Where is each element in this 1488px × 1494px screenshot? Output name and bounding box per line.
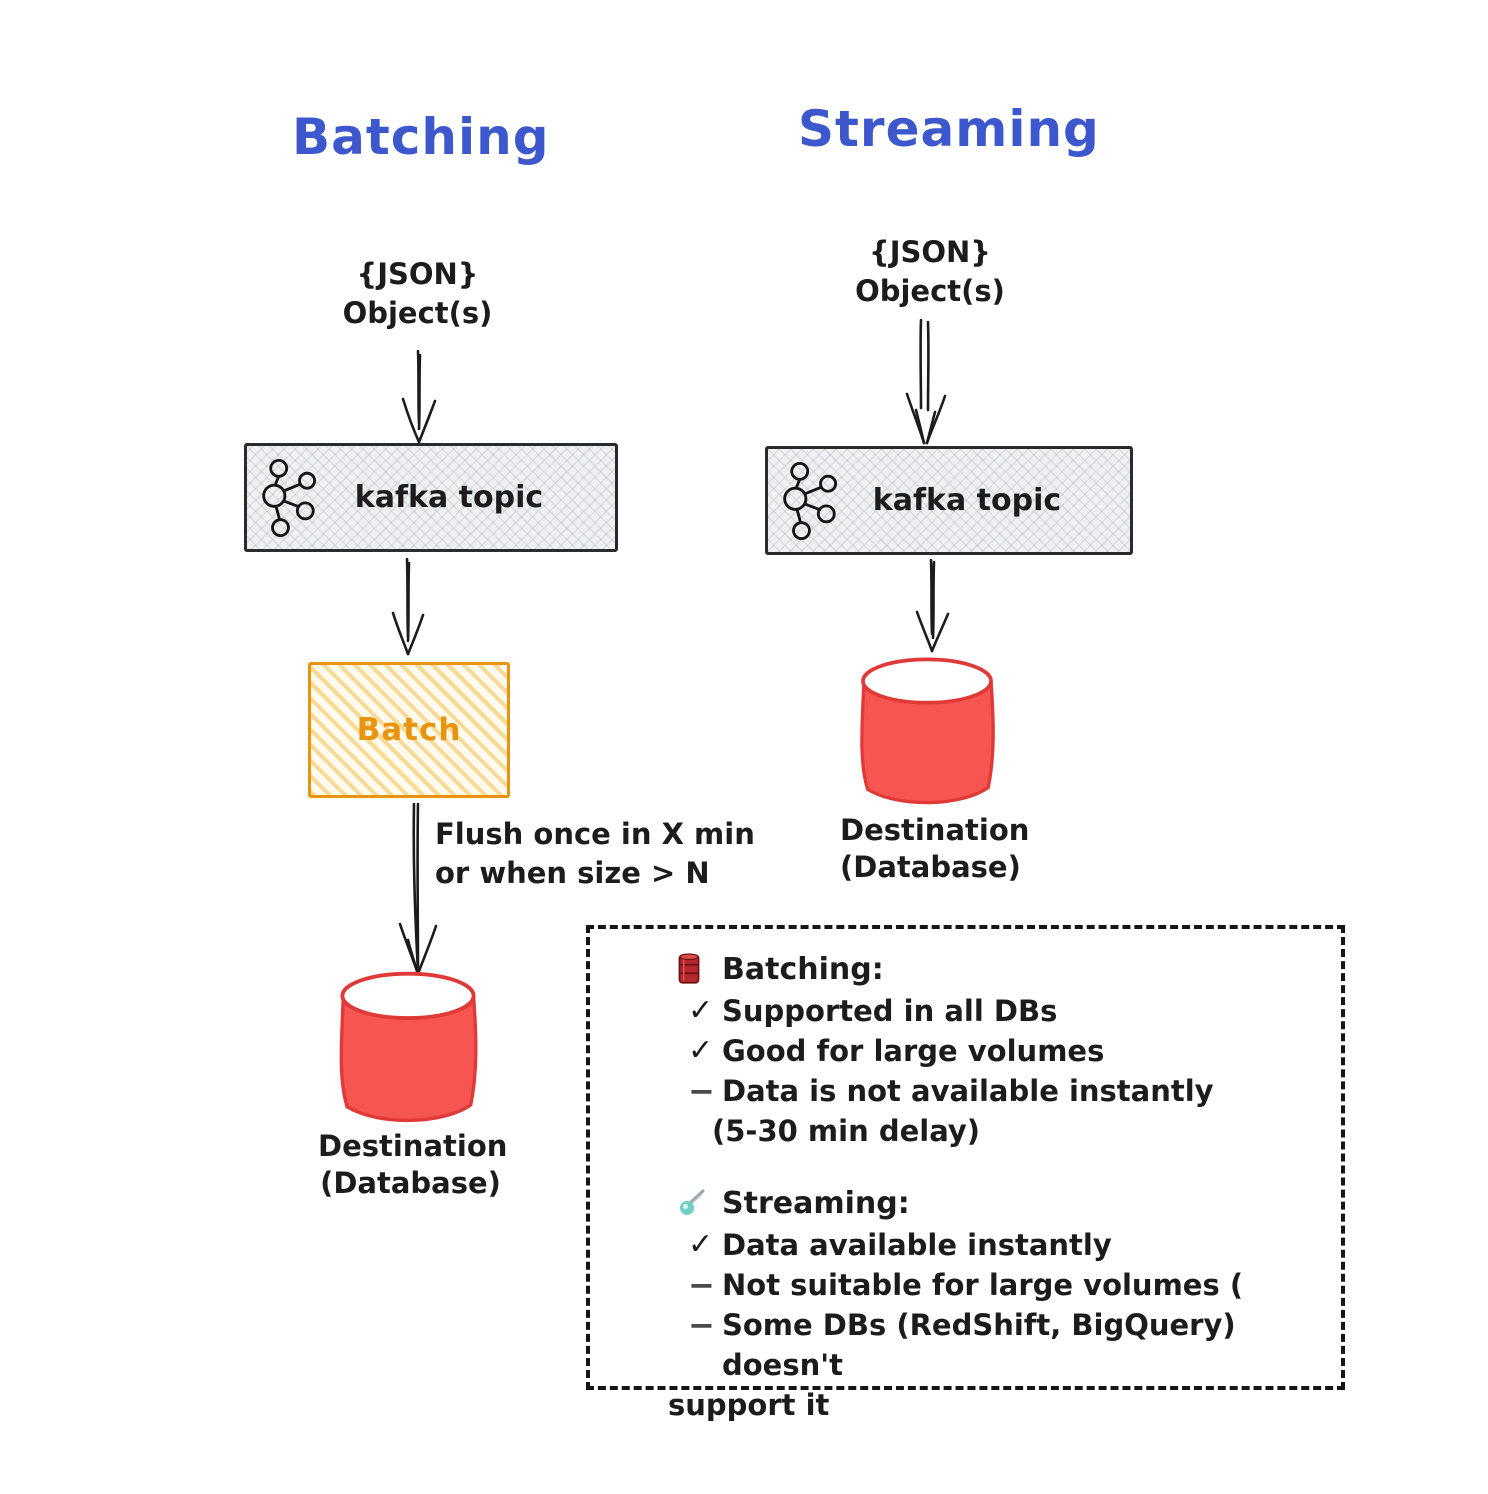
legend-streaming-title-row — [668, 1183, 1317, 1225]
minus-icon: − — [688, 1306, 715, 1344]
arrow-kafka-to-destination-right — [912, 558, 952, 654]
kafka-topic-box-left — [244, 443, 618, 552]
arrow-json-to-kafka-left — [397, 349, 441, 445]
kafka-topic-label-left: kafka topic — [354, 480, 544, 515]
legend-section-gap — [668, 1151, 1317, 1183]
check-icon: ✓ — [688, 1227, 714, 1262]
legend-item: ✓ Good for large volumes — [668, 1031, 1317, 1071]
minus-icon: − — [688, 1072, 715, 1110]
kafka-topic-box-right — [765, 446, 1133, 555]
legend-item: ✓ Data available instantly — [668, 1225, 1317, 1265]
minus-icon: − — [688, 1266, 715, 1304]
legend-streaming-title: Streaming: — [722, 1186, 910, 1221]
json-objects-label-left: {JSON} Object(s) — [342, 257, 493, 330]
legend-item: ✓ Supported in all DBs — [668, 991, 1317, 1031]
kafka-topic-label-right: kafka topic — [872, 483, 1062, 518]
legend-batching-title-row — [668, 949, 1317, 991]
legend-item: support it — [668, 1388, 830, 1422]
destination-label-right: Destination (Database) — [840, 813, 1030, 884]
batch-label: Batch — [356, 712, 462, 748]
legend-box — [586, 925, 1345, 1422]
legend-item: (5-30 min delay) — [712, 1114, 981, 1148]
legend-item: − Data is not available instantly — [688, 1072, 1214, 1110]
kafka-icon — [782, 457, 844, 545]
comet-icon — [676, 1183, 710, 1223]
destination-label-left: Destination (Database) — [318, 1129, 508, 1200]
check-icon: ✓ — [688, 1033, 714, 1068]
oil-barrel-icon — [676, 949, 710, 989]
legend-item: − Not suitable for large volumes ( — [688, 1266, 1244, 1304]
legend-batching-title: Batching: — [722, 952, 884, 987]
arrow-kafka-to-batch — [388, 557, 428, 657]
kafka-icon — [261, 454, 323, 542]
flush-note: Flush once in X min or when size > N — [435, 817, 755, 890]
check-icon: ✓ — [688, 993, 714, 1028]
arrow-json-to-kafka-right — [902, 318, 950, 446]
streaming-column-title: Streaming — [798, 100, 1100, 158]
batching-column-title: Batching — [292, 108, 550, 166]
batch-box — [308, 662, 510, 798]
arrow-batch-to-destination — [396, 802, 440, 980]
database-cylinder-right — [854, 650, 1000, 812]
database-cylinder-left — [334, 964, 482, 1130]
legend-item: − Some DBs (RedShift, BigQuery) doesn't — [688, 1306, 1236, 1382]
json-objects-label-right: {JSON} Object(s) — [855, 235, 1005, 308]
